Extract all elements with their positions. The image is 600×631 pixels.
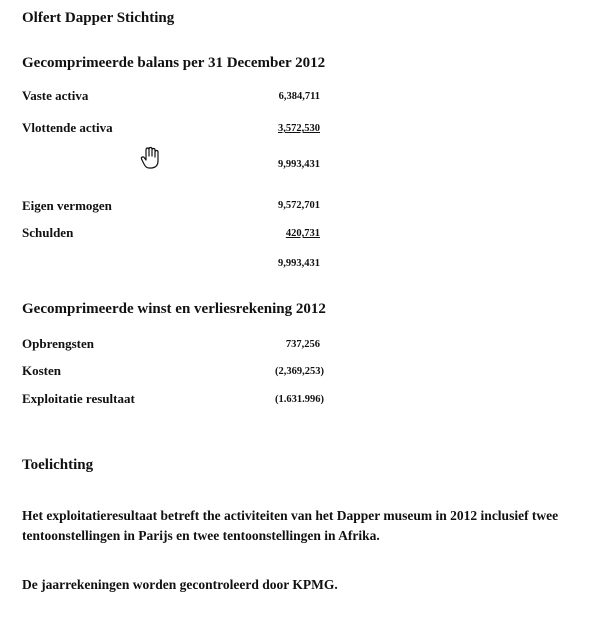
income-value-kosten: (2,369,253) [275,366,324,377]
document-title: Olfert Dapper Stichting [22,10,175,26]
balance-total-assets: 9,993,431 [278,159,320,170]
hand-pointer-icon [140,146,162,170]
balance-value-vaste-activa: 6,384,711 [278,91,320,102]
income-label-opbrengsten: Opbrengsten [22,336,94,351]
income-label-exploitatie-resultaat: Exploitatie resultaat [22,391,135,406]
balance-total-liabilities: 9,993,431 [278,258,320,269]
balance-value-vlottende-activa: 3,572,530 [278,123,320,134]
income-heading: Gecomprimeerde winst en verliesrekening 2012 [22,301,326,317]
notes-paragraph-1: Het exploitatieresultaat betreft the activiteiten van het Dapper museum in 2012 inclusief twee tentoonstellingen in Parijs en twee tentoonstellingen in Afrika. [22,508,559,543]
balance-value-eigen-vermogen: 9,572,701 [278,200,320,211]
balance-label-schulden: Schulden [22,225,74,240]
balance-label-vlottende-activa: Vlottende activa [22,120,113,135]
notes-heading: Toelichting [22,457,94,473]
balance-label-eigen-vermogen: Eigen vermogen [22,198,112,213]
income-label-kosten: Kosten [22,363,61,378]
balance-label-vaste-activa: Vaste activa [22,88,89,103]
balance-heading: Gecomprimeerde balans per 31 December 2012 [22,55,326,71]
income-value-opbrengsten: 737,256 [285,339,320,350]
income-value-exploitatie-resultaat: (1.631.996) [275,394,324,405]
balance-value-schulden: 420,731 [285,228,320,239]
notes-paragraph-2: De jaarrekeningen worden gecontroleerd door KPMG. [22,577,338,592]
